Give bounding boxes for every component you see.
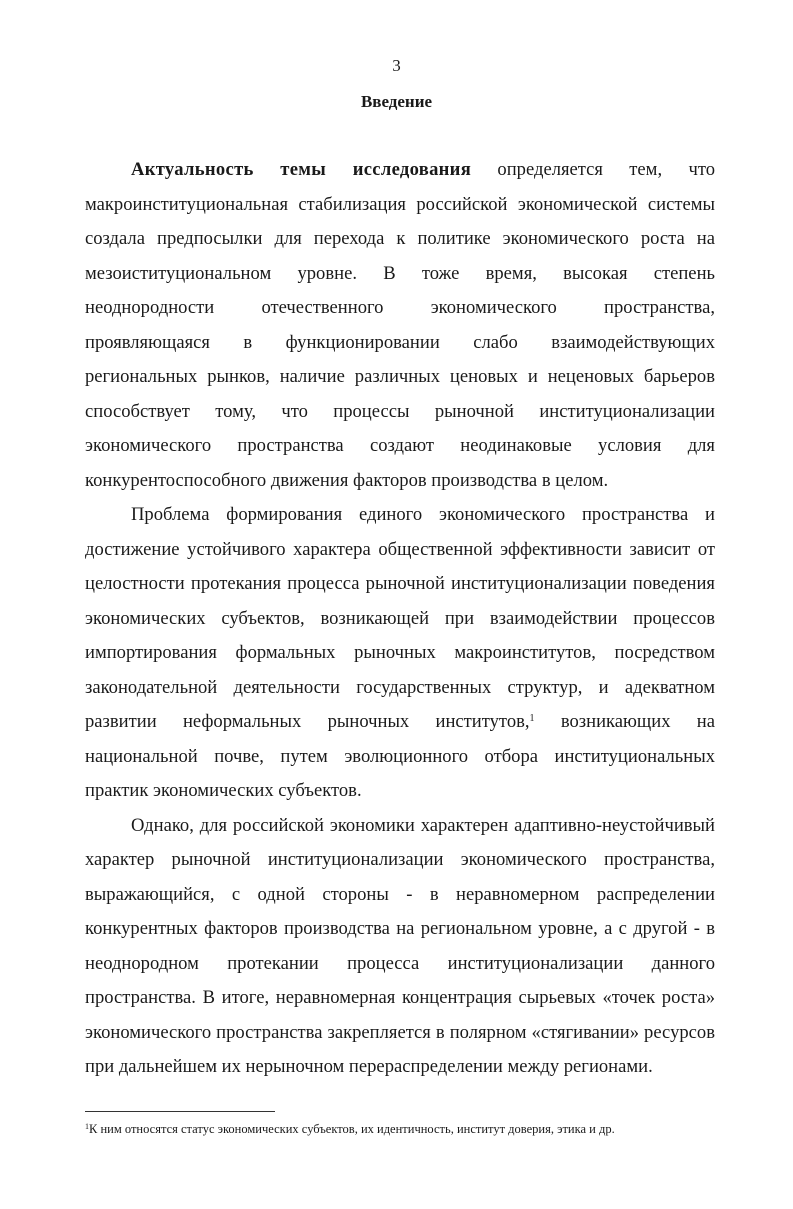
body-text bbox=[85, 153, 715, 1085]
problem-text-before-note: Проблема формирования единого экономического пространства и достижение устойчивого характера общественной эффективности зависит от целостности протекания процесса рыночной институционализации поведения экономических субъектов, возникающей при взаимодействии процессов импортирования формальных рыночных макроинститутов, посредством законодательной деятельности государственных структур, и адекватном развитии неформальных рыночных институтов, bbox=[85, 504, 715, 732]
footnote-reference[interactable]: 1 bbox=[529, 713, 535, 724]
relevance-text: определяется тем, что макроинституциональная стабилизация российской экономической системы создала предпосылки для перехода к политике экономического роста на мезоиституциональном уровне. В тоже время, высокая степень неоднородности отечественного экономического пространства, проявляющаяся в функционировании слабо взаимодействующих региональных рынков, наличие различных ценовых и неценовых барьеров способствует тому, что процессы рыночной институционализации экономического пространства создают неодинаковые условия для конкурентоспособного движения факторов производства в целом. bbox=[85, 159, 715, 491]
however-text: Однако, для российской экономики характерен адаптивно-неустойчивый характер рыночной институционализации экономического пространства, выражающийся, с одной стороны - в неравномерном распределении конкурентных факторов производства на региональном уровне, а с другой - в неоднородном протекании процесса институционализации данного пространства. В итоге, неравномерная концентрация сырьевых «точек роста» экономического пространства закрепляется в полярном «стягивании» ресурсов при дальнейшем их нерыночном перераспределении между регионами. bbox=[85, 814, 715, 1077]
relevance-lead: Актуальность темы исследования bbox=[131, 159, 472, 180]
problem-text-after-note: возникающих на национальной почве, путем эволюционного отбора институциональных практик экономических субъектов. bbox=[85, 711, 715, 801]
paragraph-however bbox=[85, 809, 715, 1085]
footnote-divider bbox=[85, 1111, 275, 1112]
footnote-mark: 1 bbox=[85, 1122, 89, 1131]
paragraph-relevance bbox=[85, 153, 715, 498]
footnote-text: К ним относятся статус экономических субъектов, их идентичность, институт доверия, этика и др. bbox=[89, 1122, 615, 1136]
page-number: 3 bbox=[392, 56, 401, 75]
footnote bbox=[85, 1121, 715, 1137]
page-title: Введение bbox=[360, 92, 433, 111]
paragraph-problem bbox=[85, 498, 715, 809]
